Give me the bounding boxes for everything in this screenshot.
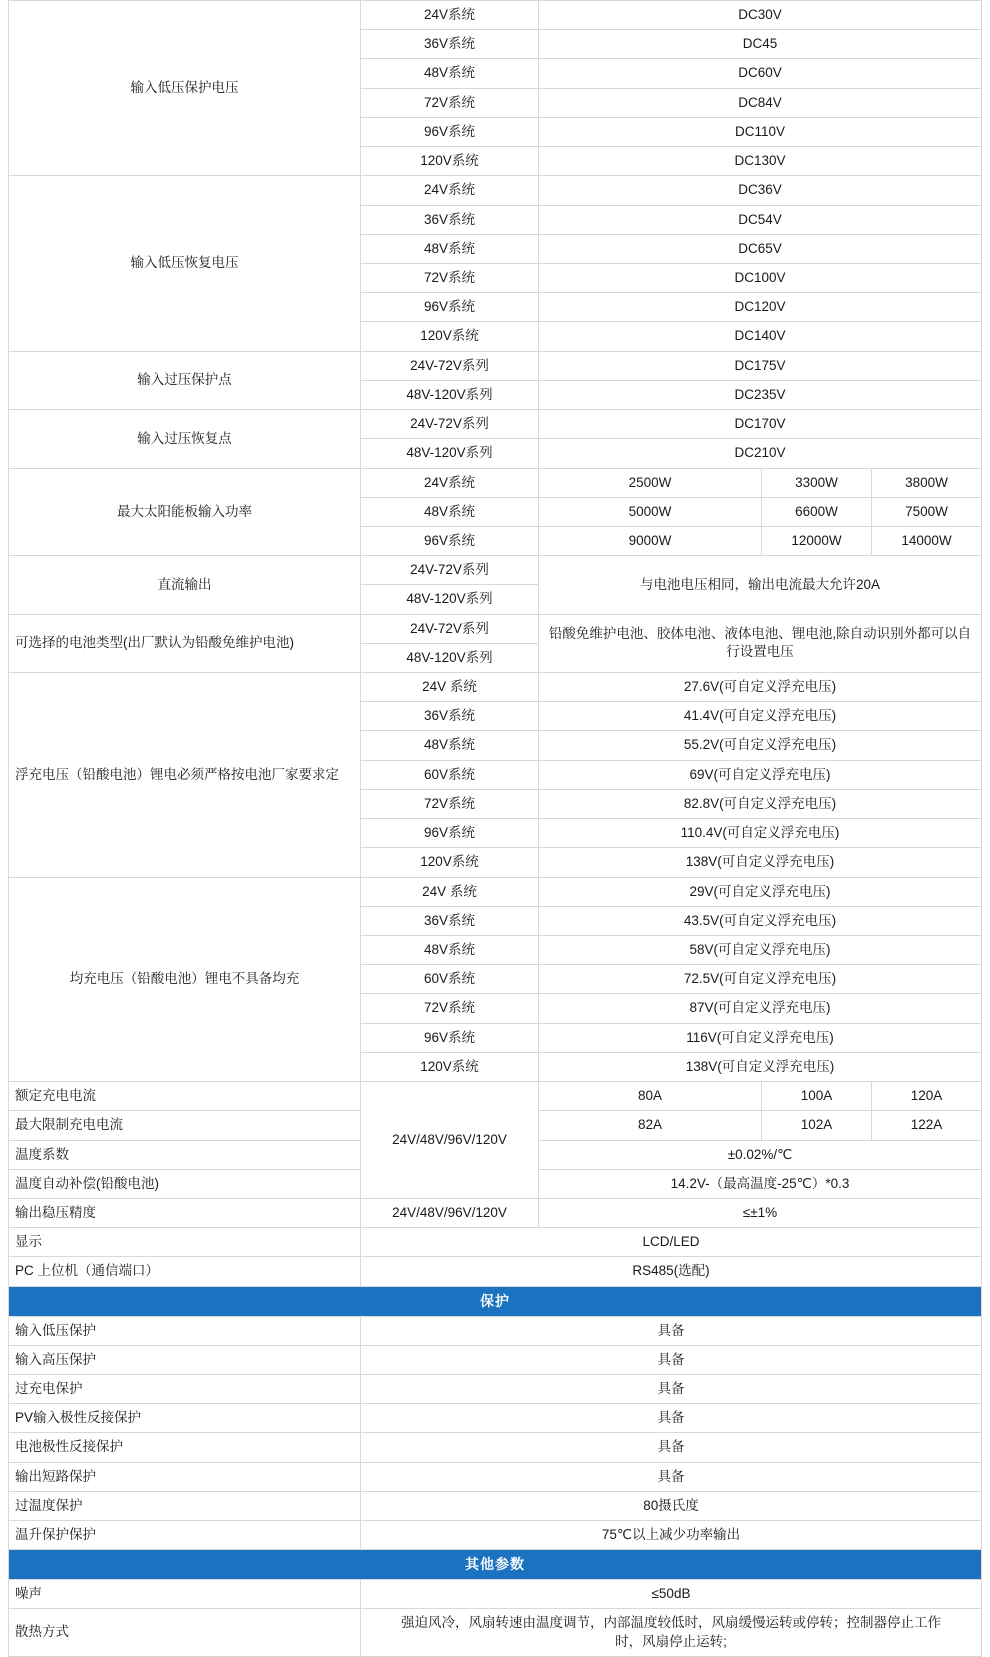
row-value: ±0.02%/℃ — [539, 1140, 982, 1169]
table-row — [9, 176, 982, 205]
row-sub: 72V系统 — [361, 88, 539, 117]
row-sub: 120V系统 — [361, 322, 539, 351]
row-sub: 96V系统 — [361, 526, 539, 555]
row-sub: 48V-120V系列 — [361, 643, 539, 672]
row-value: 3800W — [872, 468, 982, 497]
row-value: 100A — [762, 1082, 872, 1111]
table-row — [9, 1374, 982, 1403]
row-value: DC170V — [539, 410, 982, 439]
row-value: DC60V — [539, 59, 982, 88]
row-label: 温度自动补偿(铅酸电池) — [9, 1169, 361, 1198]
row-label: 输出短路保护 — [9, 1462, 361, 1491]
table-row — [9, 614, 982, 643]
row-sub: 24V 系统 — [361, 877, 539, 906]
row-value: 87V(可自定义浮充电压) — [539, 994, 982, 1023]
specification-table — [8, 0, 982, 1657]
row-sub: 96V系统 — [361, 1023, 539, 1052]
row-value: DC210V — [539, 439, 982, 468]
row-sub: 36V系统 — [361, 30, 539, 59]
row-sub: 24V-72V系列 — [361, 614, 539, 643]
row-value: 强迫风冷，风扇转速由温度调节，内部温度较低时，风扇缓慢运转或停转；控制器停止工作时，风扇停止运转; — [361, 1609, 982, 1656]
row-label: 输入高压保护 — [9, 1345, 361, 1374]
row-value: 120A — [872, 1082, 982, 1111]
row-value: 7500W — [872, 497, 982, 526]
row-sub: 120V系统 — [361, 1052, 539, 1081]
table-row — [9, 351, 982, 380]
row-label: 输入低压恢复电压 — [9, 176, 361, 351]
table-row — [9, 877, 982, 906]
row-value: 75℃以上减少功率输出 — [361, 1521, 982, 1550]
table-row — [9, 1609, 982, 1656]
row-value: LCD/LED — [361, 1228, 982, 1257]
row-value: DC54V — [539, 205, 982, 234]
table-row — [9, 1580, 982, 1609]
row-sub: 24V系统 — [361, 176, 539, 205]
row-label: 输入过压保护点 — [9, 351, 361, 409]
row-value: DC110V — [539, 117, 982, 146]
row-sub: 48V-120V系列 — [361, 585, 539, 614]
row-value: 与电池电压相同，输出电流最大允许20A — [539, 556, 982, 614]
row-sub: 24V-72V系列 — [361, 410, 539, 439]
row-sub: 120V系统 — [361, 848, 539, 877]
row-value: 14.2V-（最高温度-25℃）*0.3 — [539, 1169, 982, 1198]
row-value: 9000W — [539, 526, 762, 555]
row-label: 温度系数 — [9, 1140, 361, 1169]
row-sub: 36V系统 — [361, 906, 539, 935]
row-value: ≤50dB — [361, 1580, 982, 1609]
row-label: 最大太阳能板输入功率 — [9, 468, 361, 556]
table-row — [9, 410, 982, 439]
row-label: 输入过压恢复点 — [9, 410, 361, 468]
row-sub: 36V系统 — [361, 702, 539, 731]
row-value: 58V(可自定义浮充电压) — [539, 936, 982, 965]
table-row — [9, 1, 982, 30]
row-value: 122A — [872, 1111, 982, 1140]
table-row — [9, 556, 982, 585]
row-value: DC45 — [539, 30, 982, 59]
section-header-others — [9, 1550, 982, 1580]
table-row — [9, 1404, 982, 1433]
row-value: 具备 — [361, 1345, 982, 1374]
table-row — [9, 1082, 982, 1111]
section-title: 其他参数 — [9, 1550, 982, 1580]
row-label: 显示 — [9, 1228, 361, 1257]
row-sub: 96V系统 — [361, 117, 539, 146]
row-value: 41.4V(可自定义浮充电压) — [539, 702, 982, 731]
row-value: 138V(可自定义浮充电压) — [539, 1052, 982, 1081]
row-sub: 72V系统 — [361, 994, 539, 1023]
row-sub: 24V 系统 — [361, 673, 539, 702]
row-value: 14000W — [872, 526, 982, 555]
row-sub: 24V系统 — [361, 1, 539, 30]
row-label: 输入低压保护电压 — [9, 1, 361, 176]
row-value: DC140V — [539, 322, 982, 351]
row-sub: 96V系统 — [361, 293, 539, 322]
row-label: 温升保护保护 — [9, 1521, 361, 1550]
row-label: 散热方式 — [9, 1609, 361, 1656]
row-value: DC100V — [539, 263, 982, 292]
row-label: 均充电压（铅酸电池）锂电不具备均充 — [9, 877, 361, 1082]
row-value: DC175V — [539, 351, 982, 380]
row-label: 浮充电压（铅酸电池）锂电必须严格按电池厂家要求定 — [9, 673, 361, 878]
row-label: PC 上位机（通信端口） — [9, 1257, 361, 1286]
row-sub: 48V-120V系列 — [361, 380, 539, 409]
table-row — [9, 1345, 982, 1374]
row-label: 可选择的电池类型(出厂默认为铅酸免维护电池) — [9, 614, 361, 672]
row-sub: 24V/48V/96V/120V — [361, 1082, 539, 1199]
row-value: DC120V — [539, 293, 982, 322]
row-sub: 72V系统 — [361, 263, 539, 292]
row-sub: 24V/48V/96V/120V — [361, 1198, 539, 1227]
section-title: 保护 — [9, 1286, 982, 1316]
row-value: 82A — [539, 1111, 762, 1140]
row-label: 直流输出 — [9, 556, 361, 614]
table-row — [9, 1433, 982, 1462]
row-label: 额定充电电流 — [9, 1082, 361, 1111]
row-sub: 72V系统 — [361, 789, 539, 818]
row-value: 80摄氏度 — [361, 1491, 982, 1520]
row-value: 29V(可自定义浮充电压) — [539, 877, 982, 906]
row-sub: 120V系统 — [361, 147, 539, 176]
row-value: DC84V — [539, 88, 982, 117]
row-value: 27.6V(可自定义浮充电压) — [539, 673, 982, 702]
table-row — [9, 1257, 982, 1286]
row-sub: 36V系统 — [361, 205, 539, 234]
row-sub: 24V系统 — [361, 468, 539, 497]
row-value: 3300W — [762, 468, 872, 497]
row-value: 具备 — [361, 1433, 982, 1462]
row-sub: 48V系统 — [361, 234, 539, 263]
row-value: 82.8V(可自定义浮充电压) — [539, 789, 982, 818]
row-sub: 48V系统 — [361, 731, 539, 760]
row-sub: 24V-72V系列 — [361, 351, 539, 380]
row-value: 69V(可自定义浮充电压) — [539, 760, 982, 789]
row-label: 输入低压保护 — [9, 1316, 361, 1345]
table-row — [9, 468, 982, 497]
table-row — [9, 1491, 982, 1520]
row-value: 138V(可自定义浮充电压) — [539, 848, 982, 877]
row-label: 输出稳压精度 — [9, 1198, 361, 1227]
row-value: 6600W — [762, 497, 872, 526]
row-sub: 24V-72V系列 — [361, 556, 539, 585]
row-value: 具备 — [361, 1316, 982, 1345]
row-label: 过充电保护 — [9, 1374, 361, 1403]
row-value: 80A — [539, 1082, 762, 1111]
table-row — [9, 1521, 982, 1550]
table-row — [9, 1316, 982, 1345]
row-value: DC130V — [539, 147, 982, 176]
row-value: RS485(选配) — [361, 1257, 982, 1286]
row-value: 2500W — [539, 468, 762, 497]
table-row — [9, 1228, 982, 1257]
row-label: 电池极性反接保护 — [9, 1433, 361, 1462]
row-value: 铅酸免维护电池、胶体电池、液体电池、锂电池,除自动识别外都可以自行设置电压 — [539, 614, 982, 672]
row-value: 12000W — [762, 526, 872, 555]
row-value: 具备 — [361, 1374, 982, 1403]
row-value: 5000W — [539, 497, 762, 526]
row-value: DC36V — [539, 176, 982, 205]
section-header-protection — [9, 1286, 982, 1316]
row-value: 43.5V(可自定义浮充电压) — [539, 906, 982, 935]
table-row — [9, 1462, 982, 1491]
row-label: 最大限制充电电流 — [9, 1111, 361, 1140]
row-value: 具备 — [361, 1404, 982, 1433]
row-sub: 96V系统 — [361, 819, 539, 848]
row-sub: 60V系统 — [361, 760, 539, 789]
row-value: DC65V — [539, 234, 982, 263]
row-value: DC235V — [539, 380, 982, 409]
row-sub: 60V系统 — [361, 965, 539, 994]
row-value: 72.5V(可自定义浮充电压) — [539, 965, 982, 994]
row-value: 102A — [762, 1111, 872, 1140]
row-value: 110.4V(可自定义浮充电压) — [539, 819, 982, 848]
row-label: PV输入极性反接保护 — [9, 1404, 361, 1433]
row-sub: 48V系统 — [361, 936, 539, 965]
row-value: ≤±1% — [539, 1198, 982, 1227]
row-sub: 48V系统 — [361, 59, 539, 88]
table-row — [9, 673, 982, 702]
row-label: 噪声 — [9, 1580, 361, 1609]
row-value: DC30V — [539, 1, 982, 30]
row-value: 116V(可自定义浮充电压) — [539, 1023, 982, 1052]
row-value: 55.2V(可自定义浮充电压) — [539, 731, 982, 760]
table-row — [9, 1198, 982, 1227]
row-sub: 48V系统 — [361, 497, 539, 526]
row-value: 具备 — [361, 1462, 982, 1491]
row-label: 过温度保护 — [9, 1491, 361, 1520]
row-sub: 48V-120V系列 — [361, 439, 539, 468]
